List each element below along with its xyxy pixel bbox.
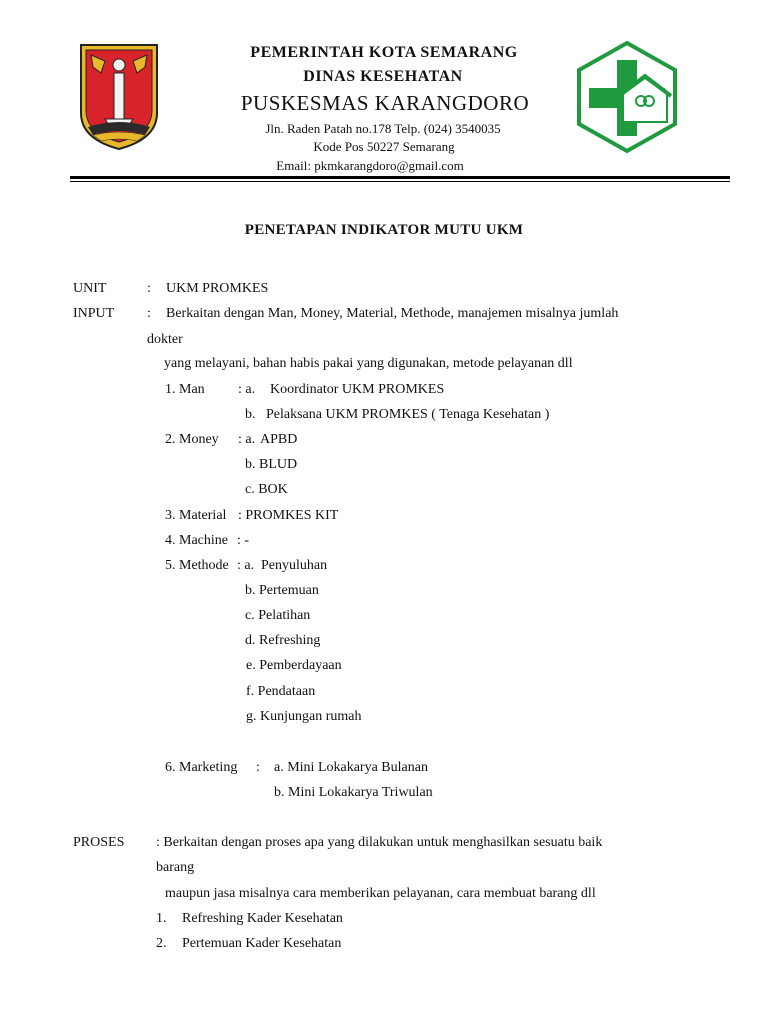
input-description-cont: yang melayani, bahan habis pakai yang digunakan, metode pelayanan dll [164, 356, 573, 371]
input-methode-g: g. Kunjungan rumah [246, 709, 362, 724]
input-methode-colon: : a. [237, 558, 255, 573]
input-methode-a: Penyuluhan [261, 558, 328, 573]
input-money-a: APBD [260, 432, 298, 447]
letterhead-rule-thin [70, 181, 730, 182]
input-methode-d: d. Refreshing [245, 633, 321, 648]
input-man-b: Pelaksana UKM PROMKES ( Tenaga Kesehatan ) [266, 407, 550, 422]
input-description-wrap: dokter [147, 332, 183, 347]
document-title: PENETAPAN INDIKATOR MUTU UKM [244, 222, 524, 238]
proses-item-number: 1. [156, 911, 167, 926]
header-email: Email: pkmkarangdoro@gmail.com [276, 158, 464, 173]
input-colon: : [147, 306, 151, 321]
input-marketing-label: 6. Marketing [165, 760, 238, 775]
header-line-department: DINAS KESEHATAN [303, 68, 463, 85]
proses-description-wrap: barang [156, 860, 195, 875]
puskesmas-logo [575, 40, 679, 154]
input-machine-label: 4. Machine [165, 533, 228, 548]
input-marketing-b: b. Mini Lokakarya Triwulan [274, 785, 433, 800]
input-money-c: c. BOK [245, 482, 288, 497]
input-methode-c: c. Pelatihan [245, 608, 311, 623]
input-man-b-prefix: b. [245, 407, 256, 422]
input-money-label: 2. Money [165, 432, 219, 447]
letterhead-rule-thick [70, 176, 730, 179]
input-methode-label: 5. Methode [165, 558, 229, 573]
input-label: INPUT [73, 306, 115, 321]
input-money-b: b. BLUD [245, 457, 298, 472]
proses-description: : Berkaitan dengan proses apa yang dilakukan untuk menghasilkan sesuatu baik [156, 835, 603, 850]
proses-item-number: 2. [156, 936, 167, 951]
input-man-colon: : a. [238, 382, 256, 397]
green-cross-house-icon [575, 40, 679, 154]
header-postal: Kode Pos 50227 Semarang [313, 139, 455, 154]
input-material-label: 3. Material [165, 508, 227, 523]
unit-label: UNIT [73, 281, 107, 296]
proses-item-text: Refreshing Kader Kesehatan [182, 911, 343, 926]
input-marketing-colon: : [256, 760, 260, 775]
input-material-value: : PROMKES KIT [238, 508, 339, 523]
input-methode-f: f. Pendataan [246, 684, 316, 699]
header-line-government: PEMERINTAH KOTA SEMARANG [250, 44, 518, 61]
input-methode-b: b. Pertemuan [245, 583, 319, 598]
unit-value: UKM PROMKES [166, 281, 269, 296]
input-description: Berkaitan dengan Man, Money, Material, Methode, manajemen misalnya jumlah [166, 306, 619, 321]
city-emblem-logo [79, 43, 159, 151]
proses-item-text: Pertemuan Kader Kesehatan [182, 936, 342, 951]
semarang-emblem-icon [79, 43, 159, 151]
header-address: Jln. Raden Patah no.178 Telp. (024) 3540035 [265, 121, 501, 136]
header-line-puskesmas: PUSKESMAS KARANGDORO [240, 91, 530, 115]
input-man-a: Koordinator UKM PROMKES [270, 382, 445, 397]
input-marketing-a: a. Mini Lokakarya Bulanan [274, 760, 428, 775]
proses-label: PROSES [73, 835, 125, 850]
input-methode-e: e. Pemberdayaan [246, 658, 342, 673]
input-man-label: 1. Man [165, 382, 205, 397]
input-money-colon: : a. [238, 432, 256, 447]
unit-colon: : [147, 281, 151, 296]
proses-description-cont: maupun jasa misalnya cara memberikan pelayanan, cara membuat barang dll [165, 886, 596, 901]
input-machine-value: : - [237, 533, 250, 548]
